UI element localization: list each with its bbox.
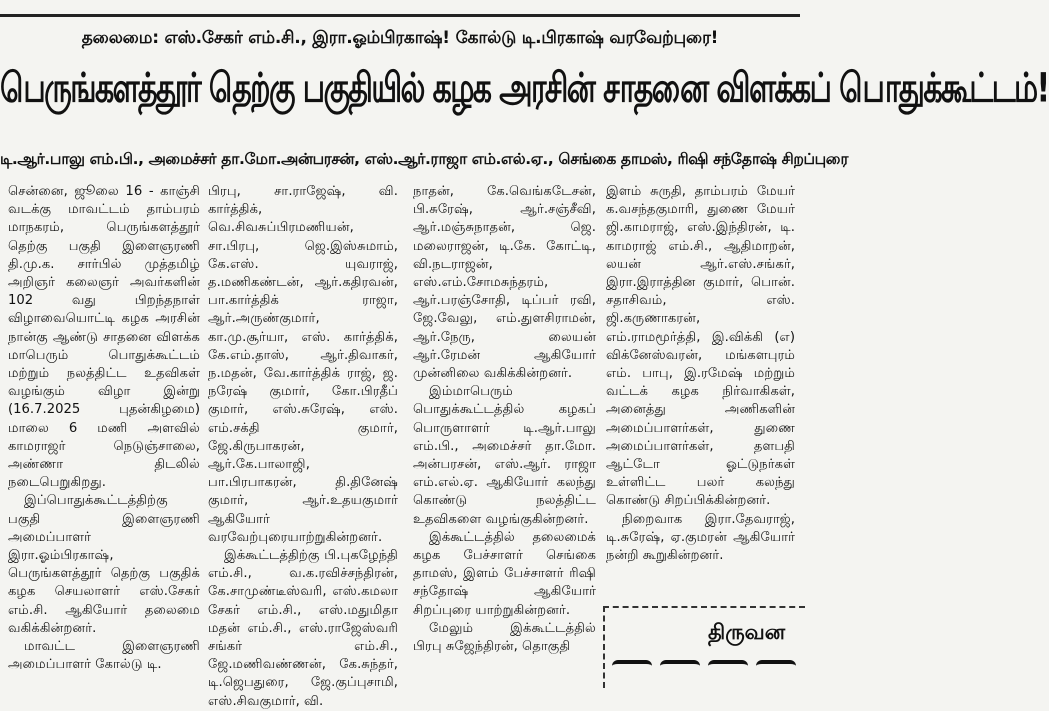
paragraph: நிறைவாக இரா.தேவராஜ், டி.சுரேஷ், ஏ.குமரன் ஆகியோர் நன்றி கூறுகின்றனர். xyxy=(606,511,795,564)
article-column-2 xyxy=(208,183,398,709)
article-column-1 xyxy=(8,183,200,677)
paragraph: சென்னை, ஜூலை 16 - காஞ்சி வடக்கு மாவட்டம் தாம்பரம் மாநகரம், பெருங்களத்தூர் தெற்கு பகுதி இளைஞரணி தி.மு.க. சார்பில் முத்தமிழ் அறிஞர் கலைஞர் அவர்களின் 102 வது பிறந்தநாள் விழாவையொட்டி கழக அரசின் நான்கு ஆண்டு சாதனை விளக்க மாபெரும் பொதுக்கூட்டம் மற்றும் நலத்திட்ட உதவிகள் வழங்கும் விழா இன்று (16.7.2025 புதன்கிழமை) மாலை 6 மணி அளவில் காமராஜர் நெடுஞ்சாலை, அண்ணா திடலில் நடைபெறுகிறது. xyxy=(8,184,200,491)
kicker: தலைமை: எஸ்.சேகர் எம்.சி., இரா.ஓம்பிரகாஷ்! கோல்டு டி.பிரகாஷ் வரவேற்புரை! xyxy=(81,28,719,48)
paragraph: மேலும் இக்கூட்டத்தில் பிரபு சுஜேந்திரன், தொகுதி xyxy=(413,620,596,655)
paragraph: நாதன், கே.வெங்கடேசன், பி.சுரேஷ், ஆர்.சஞ்சீவி, ஆர்.மஞ்சுநாதன், ஜெ. மலைராஜன், டி.கே. கோட்டி, வி.நடராஜன், எஸ்.எம்.சோமசுந்தரம், ஆர்.பரஞ்சோதி, டிப்பர் ரவி, ஜே.வேலு, எம்.துளசிராமன், ஆர்.நேரு, லையன் ஆர்.ரேமன் ஆகியோர் முன்னிலை வகிக்கின்றனர். xyxy=(413,184,596,382)
paragraph: இப்பொதுக்கூட்டத்திற்கு பகுதி இளைஞரணி அமைப்பாளர் இரா.ஓம்பிரகாஷ், பெருங்களத்தூர் தெற்கு பகுதிக் கழக செயலாளர் எஸ்.சேகர் எம்.சி. ஆகியோர் தலைமை வகிக்கின்றனர். xyxy=(8,493,200,636)
article-column-4 xyxy=(606,183,795,579)
paragraph: இம்மாபெரும் பொதுக்கூட்டத்தில் கழகப் பொருளாளர் டி.ஆர்.பாலு எம்.பி., அமைச்சர் தா.மோ. அன்பரசன், எஸ்.ஆர். ராஜா எம்.எல்.ஏ. ஆகியோர் கலந்து கொண்டு நலத்திட்ட உதவிகளை வழங்குகின்றனர். xyxy=(413,384,596,527)
top-rule xyxy=(0,14,800,17)
adjacent-article-title: திருவன xyxy=(708,620,786,644)
headline: பெருங்களத்தூர் தெற்கு பகுதியில் கழக அரசின் சாதனை விளக்கப் பொதுக்கூட்டம்! xyxy=(0,65,1049,113)
paragraph: மாவட்ட இளைஞரணி அமைப்பாளர் கோல்டு டி. xyxy=(8,639,200,673)
paragraph: பிரபு, சா.ராஜேஷ், வி. கார்த்திக், வெ.சிவசுப்பிரமணியன், சா.பிரபு, ஜெ.இஸ்சுமாம், கே.எஸ். யுவராஜ், த.மணிகண்டன், ஆர்.கதிரவன், பா.கார்த்திக் ராஜா, ஆர்.அருண்குமார், கா.மு.சூர்யா, எஸ். கார்த்திக், கே.எம்.தாஸ், ஆர்.திவாகர், ந.மதன், வே.கார்த்திக் ராஜ், ஜ. நரேஷ் குமார், கோ.பிரதீப் குமார், எஸ்.சுரேஷ், எஸ். எம்.சக்தி குமார், ஜே.கிருபாகரன், ஆர்.கே.பாலாஜி, பா.பிரபாகரன், தி.தினேஷ் குமார், ஆர்.உதயகுமார் ஆகியோர் வரவேற்புரையாற்றுகின்றனர். xyxy=(208,184,398,545)
article-column-3 xyxy=(413,183,596,677)
paragraph: இக்கூட்டத்திற்கு பி.புகழேந்தி எம்.சி., வ.க.ரவிச்சந்திரன், கே.சாமுண்டீஸ்வரி, எஸ்.கமலா சேகர் எம்.சி., எஸ்.மதுமிதா மதன் எம்.சி., எஸ்.ராஜேஸ்வரி சங்கர் எம்.சி., ஜே.மணிவண்ணன், கே.சுந்தர், டி.ஜெபதுரை, ஜே.குப்புசாமி, எஸ்.சிவகுமார், வி. xyxy=(208,548,398,709)
adjacent-headline-fragment xyxy=(612,660,812,680)
subhead: டி.ஆர்.பாலு எம்.பி., அமைச்சர் தா.மோ.அன்பரசன், எஸ்.ஆர்.ராஜா எம்.எல்.ஏ., செங்கை தாமஸ், ரிஷி சந்தோஷ் சிறப்புரை xyxy=(0,150,849,168)
paragraph: இளம் சுருதி, தாம்பரம் மேயர் க.வசந்தகுமாரி, துணை மேயர் ஜி.காமராஜ், எஸ்.இந்திரன், டி. காமராஜ் எம்.சி., ஆதிமாறன், லயன் ஆர்.எஸ்.சங்கர், இரா.இராத்தின குமார், பொன். சதாசிவம், எஸ். ஜி.கருணாகரன், எம்.ராமமூர்த்தி, இ.விக்கி (எ) விக்னேஸ்வரன், மங்களபுரம் எம். பாபு, இ.ரமேஷ் மற்றும் வட்டக் கழக நிர்வாகிகள், அனைத்து அணிகளின் அமைப்பாளர்கள், துணை அமைப்பாளர்கள், தளபதி ஆட்டோ ஓட்டுநர்கள் உள்ளிட்ட பலர் கலந்து கொண்டு சிறப்பிக்கின்றனர். xyxy=(606,184,795,509)
paragraph: இக்கூட்டத்தில் தலைமைக் கழக பேச்சாளர் செங்கை தாமஸ், இளம் பேச்சாளர் ரிஷி சந்தோஷ் ஆகியோர் சிறப்புரை யாற்றுகின்றனர். xyxy=(413,529,596,618)
